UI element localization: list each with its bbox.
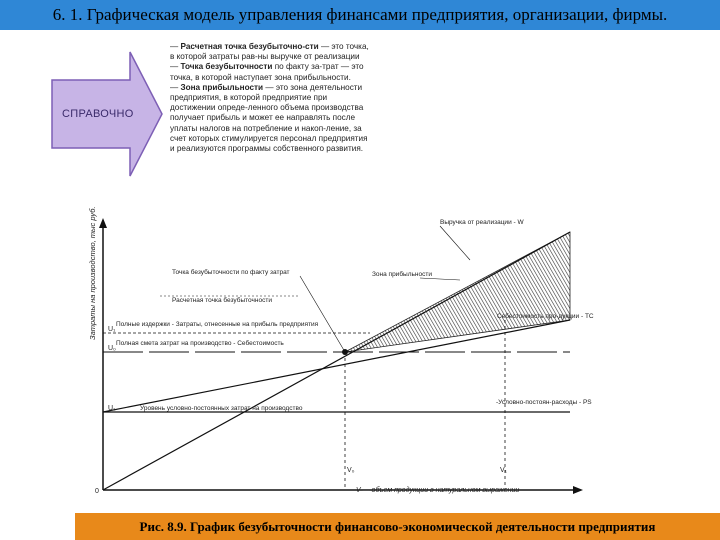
figure-caption: Рис. 8.9. График безубыточности финансово-экономической деятельности предприятия [139, 519, 656, 534]
annotation-revenue: Выручка от реализации - W [440, 219, 524, 226]
y-tick-u0: U₀ [108, 345, 116, 352]
annotation-ps: -Условно-постоян-расходы - PS [496, 399, 592, 406]
annotation-fixed-level: Уровень условно-постоянных затрат на производство [140, 405, 303, 412]
leader-zone [420, 278, 460, 280]
x-axis-label: V — объем продукции в натуральном выражении [356, 487, 520, 494]
y-axis-label: Затраты на производство, тыс руб. [88, 206, 97, 340]
annotation-fact-breakeven: Точка безубыточности по факту затрат [172, 269, 290, 276]
annotation-tc: Себестоимость про-дукции - TC [497, 313, 594, 320]
leader-revenue [440, 226, 470, 260]
definition-text: по факту за-трат — это точка, в которой наступает зона прибыльности. [170, 62, 364, 82]
origin-label: 0 [95, 488, 99, 495]
definition-item: — Зона прибыльности — это зона деятельности предприятия, в которой предприятие при достижении опреде-ленного объема производства получает прибыль и может ее направлять после уплаты налогов на потребление и накоп-ление, за счет которых стимулируется персонал предприятия и реализуются программы собственного развития. [170, 82, 368, 154]
definition-term: Расчетная точка безубыточно-сти [180, 42, 319, 51]
x-tick-v0: V₀ [347, 467, 355, 474]
y-tick-u1-top: U₁ [108, 326, 116, 333]
x-axis-arrow [573, 486, 583, 494]
definition-item: — Точка безубыточности по факту за-трат — это точка, в которой наступает зона прибыльности. [170, 62, 364, 82]
definition-text: — это зона деятельности предприятия, в которой предприятие при достижении опреде-ленного объема производства получает прибыль и может ее направлять после уплаты налогов на потребление и накоп-ление, за счет которых стимулируется персонал предприятия и реализуются программы собственного развития. [170, 82, 368, 154]
y-tick-u1: U₁ [108, 405, 116, 412]
x-tick-v1: V₁ [500, 467, 508, 474]
breakeven-point [342, 349, 348, 355]
definition-term: Точка безубыточности [180, 62, 273, 72]
definition-text: — это точка, в которой затраты рав-ны выручке от реализации [170, 42, 369, 62]
definition-term: Зона прибыльности [180, 82, 264, 92]
definition-item: — Расчетная точка безубыточно-сти — это точка, в которой затраты рав-ны выручке от реализации [170, 42, 369, 62]
reference-label: СПРАВОЧНО [62, 108, 134, 120]
y-axis-arrow [99, 218, 107, 228]
annotation-calc-breakeven: Расчетная точка безубыточности [172, 297, 272, 304]
slide-title: 6. 1. Графическая модель управления финансами предприятия, организации, фирмы. [52, 5, 668, 24]
annotation-profit-zone: Зона прибыльности [372, 271, 432, 278]
leader-fact [300, 276, 345, 352]
annotation-full-costs: Полные издержки - Затраты, отнесенные на прибыль предприятия [116, 321, 319, 328]
annotation-full-estimate: Полная смета затрат на производство - Себестоимость [116, 340, 284, 347]
